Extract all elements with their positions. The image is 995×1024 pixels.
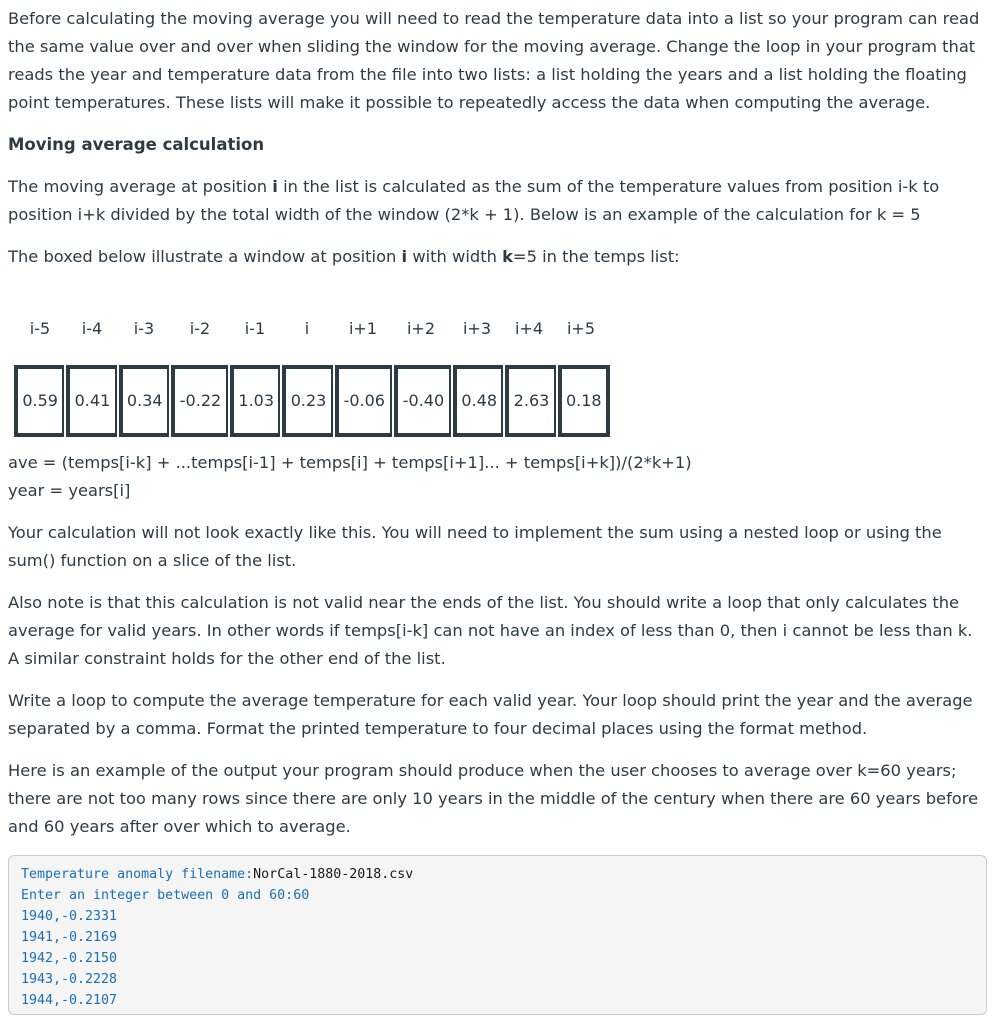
output-row: 1941,-0.2169 xyxy=(21,930,118,945)
output-row: 1942,-0.2150 xyxy=(21,951,118,966)
output-row: 1940,-0.2331 xyxy=(21,909,118,924)
index-label: i+4 xyxy=(514,319,544,338)
index-label: i+3 xyxy=(462,319,492,338)
temp-cell: 0.34 xyxy=(119,365,169,437)
index-label: i-1 xyxy=(244,319,266,338)
index-label: i-4 xyxy=(81,319,103,338)
temp-cell: 0.48 xyxy=(453,365,503,437)
index-label: i+5 xyxy=(566,319,596,338)
definition-paragraph: The moving average at position i in the list is calculated as the sum of the temperature values from position i-k to position i+k divided by the total width of the window (2*k + 1). Below is an example of the calculation for k = 5 xyxy=(8,177,940,224)
example-output-block xyxy=(8,855,987,1015)
code-line: Temperature anomaly filename:NorCal-1880-2018.csv xyxy=(21,867,414,882)
index-labels-row xyxy=(8,315,987,343)
temp-cell: -0.06 xyxy=(335,365,392,437)
temp-cell: 0.59 xyxy=(14,365,64,437)
index-label: i-5 xyxy=(29,319,51,338)
temp-cell: -0.40 xyxy=(394,365,451,437)
index-label: i+1 xyxy=(348,319,378,338)
implementation-note: Your calculation will not look exactly like this. You will need to implement the sum using a nested loop or using the sum() function on a slice of the list. xyxy=(8,523,942,570)
temps-window-boxes xyxy=(14,365,612,437)
temp-cell: 1.03 xyxy=(230,365,280,437)
output-row: 1944,-0.2107 xyxy=(21,993,118,1008)
output-row: 1943,-0.2228 xyxy=(21,972,118,987)
boundary-note: Also note is that this calculation is not valid near the ends of the list. You should write a loop that only calculates the average for valid years. In other words if temps[i-k] can not have an index of less than 0, then i cannot be less than k. A similar constraint holds for the other end of the list. xyxy=(8,593,973,668)
window-paragraph: The boxed below illustrate a window at position i with width k=5 in the temps list: xyxy=(8,247,680,266)
year-formula: year = years[i] xyxy=(8,481,131,500)
temp-cell: 0.18 xyxy=(558,365,610,437)
code-line: Enter an integer between 0 and 60:60 xyxy=(21,888,310,903)
temp-cell: 2.63 xyxy=(505,365,555,437)
temp-cell: 0.41 xyxy=(66,365,116,437)
index-label: i-2 xyxy=(189,319,211,338)
index-label: i+2 xyxy=(406,319,436,338)
index-label: i xyxy=(304,319,310,338)
temp-cell: -0.22 xyxy=(171,365,228,437)
index-label: i-3 xyxy=(133,319,155,338)
average-formula: ave = (temps[i-k] + ...temps[i-1] + temps[i] + temps[i+1]... + temps[i+k])/(2*k+1) xyxy=(8,453,692,472)
loop-instructions: Write a loop to compute the average temperature for each valid year. Your loop should print the year and the average separated by a comma. Format the printed temperature to four decimal places using the format method. xyxy=(8,691,973,738)
intro-paragraph: Before calculating the moving average you will need to read the temperature data into a list so your program can read the same value over and over when sliding the window for the moving average. Change the loop in your program that reads the year and temperature data from the file into two lists: a list holding the years and a list holding the floating point temperatures. These lists will make it possible to repeatedly access the data when computing the average. xyxy=(8,9,980,112)
example-intro: Here is an example of the output your program should produce when the user chooses to average over k=60 years; there are not too many rows since there are only 10 years in the middle of the century when there are 60 years before and 60 years after over which to average. xyxy=(8,761,979,836)
temp-cell: 0.23 xyxy=(282,365,332,437)
section-heading: Moving average calculation xyxy=(8,135,265,154)
